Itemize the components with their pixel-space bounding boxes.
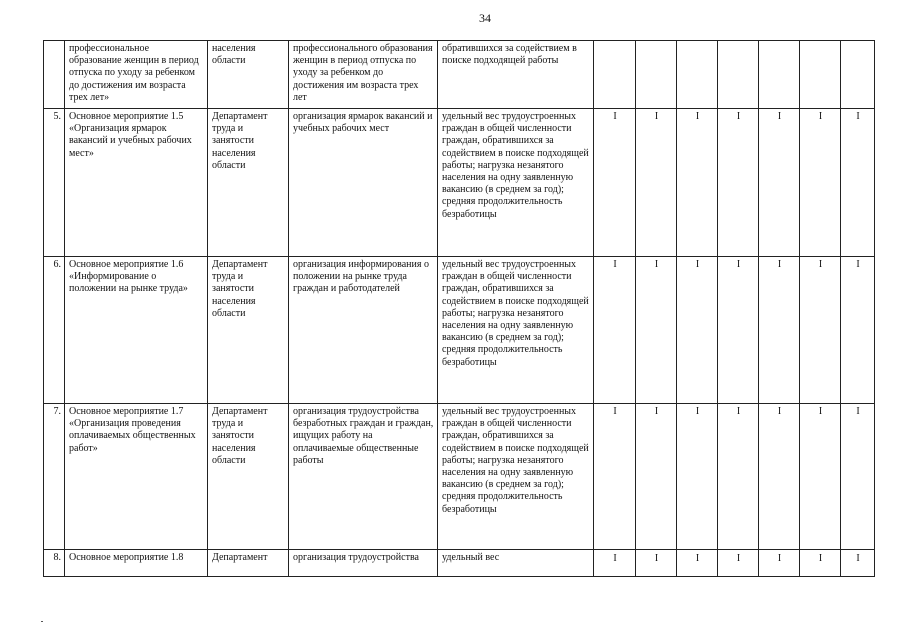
row-number: 7. (44, 404, 65, 550)
event-cell: Основное мероприятие 1.6 «Информирование о положении на рынке труда» (65, 257, 208, 404)
event-cell: Основное мероприятие 1.7 «Организация проведения оплачиваемых общественных работ» (65, 404, 208, 550)
value-cell: I (759, 550, 800, 577)
scan-mark (41, 621, 43, 622)
value-cell: I (636, 257, 677, 404)
content-cell: организация информирования о положении на рынке труда граждан и работодателей (289, 257, 438, 404)
indicator-cell: удельный вес трудоустроенных граждан в общей численности граждан, обратившихся за содействием в поиске подходящей работы; нагрузка незанятого населения на одну заявленную вакансию (в среднем за год); средняя продолжительность безработицы (438, 257, 594, 404)
row-number: 6. (44, 257, 65, 404)
event-cell: Основное мероприятие 1.8 (65, 550, 208, 577)
indicator-cell: удельный вес трудоустроенных граждан в общей численности граждан, обратившихся за содействием в поиске подходящей работы; нагрузка незанятого населения на одну заявленную вакансию (в среднем за год); средняя продолжительность безработицы (438, 404, 594, 550)
value-cell: I (841, 550, 875, 577)
row-number (44, 41, 65, 109)
value-cell: I (677, 257, 718, 404)
value-cell: I (636, 109, 677, 257)
content-cell: организация трудоустройства (289, 550, 438, 577)
content-cell: организация трудоустройства безработных граждан и граждан, ищущих работу на оплачиваемые общественные работы (289, 404, 438, 550)
value-cell: I (759, 404, 800, 550)
executor-cell: Департамент труда и занятости населения области (208, 257, 289, 404)
value-cell: I (718, 550, 759, 577)
value-cell: I (718, 404, 759, 550)
executor-cell: Департамент труда и занятости населения области (208, 404, 289, 550)
indicator-cell: удельный вес трудоустроенных граждан в общей численности граждан, обратившихся за содействием в поиске подходящей работы; нагрузка незанятого населения на одну заявленную вакансию (в среднем за год); средняя продолжительность безработицы (438, 109, 594, 257)
value-cell (636, 41, 677, 109)
value-cell: I (841, 109, 875, 257)
executor-cell: Департамент (208, 550, 289, 577)
value-cell: I (677, 404, 718, 550)
table-row (44, 109, 875, 257)
value-cell: I (800, 550, 841, 577)
value-cell (594, 41, 636, 109)
row-number: 5. (44, 109, 65, 257)
value-cell: I (636, 404, 677, 550)
table-row (44, 41, 875, 109)
value-cell: I (841, 257, 875, 404)
row-number: 8. (44, 550, 65, 577)
table-row (44, 550, 875, 577)
value-cell: I (594, 257, 636, 404)
indicator-cell: удельный вес (438, 550, 594, 577)
executor-cell: Департамент труда и занятости населения области (208, 109, 289, 257)
program-table (43, 40, 875, 577)
value-cell: I (718, 257, 759, 404)
executor-cell: населения области (208, 41, 289, 109)
table-row (44, 404, 875, 550)
indicator-cell: обратившихся за содействием в поиске подходящей работы (438, 41, 594, 109)
table-row (44, 257, 875, 404)
content-cell: профессионального образования женщин в период отпуска по уходу за ребенком до достижения им возраста трех лет (289, 41, 438, 109)
value-cell (841, 41, 875, 109)
event-cell: Основное мероприятие 1.5 «Организация ярмарок вакансий и учебных рабочих мест» (65, 109, 208, 257)
value-cell: I (594, 109, 636, 257)
value-cell (718, 41, 759, 109)
value-cell: I (841, 404, 875, 550)
value-cell: I (594, 550, 636, 577)
value-cell: I (718, 109, 759, 257)
content-cell: организация ярмарок вакансий и учебных рабочих мест (289, 109, 438, 257)
value-cell: I (759, 257, 800, 404)
page-number: 34 (479, 11, 491, 25)
value-cell: I (594, 404, 636, 550)
value-cell: I (759, 109, 800, 257)
value-cell (800, 41, 841, 109)
value-cell: I (677, 550, 718, 577)
value-cell: I (800, 404, 841, 550)
value-cell (677, 41, 718, 109)
value-cell (759, 41, 800, 109)
event-cell: профессиональное образование женщин в период отпуска по уходу за ребенком до достижения им возраста трех лет» (65, 41, 208, 109)
value-cell: I (800, 109, 841, 257)
value-cell: I (800, 257, 841, 404)
value-cell: I (636, 550, 677, 577)
value-cell: I (677, 109, 718, 257)
